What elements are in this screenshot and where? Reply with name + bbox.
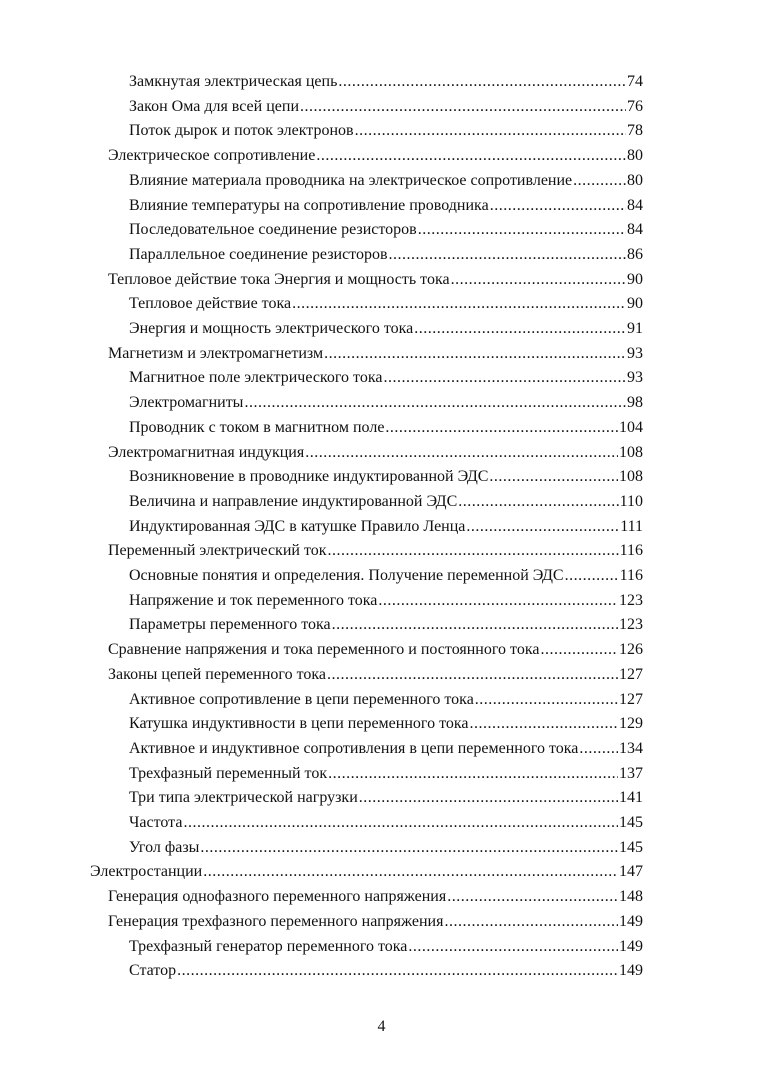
toc-entry-title: Законы цепей переменного тока (108, 665, 326, 683)
toc-entry-page-number: 141 (619, 789, 643, 807)
toc-entry-title: Генерация трехфазного переменного напряжения (108, 912, 444, 930)
toc-entry[interactable] (108, 342, 643, 367)
toc-entry-page-number: 98 (627, 394, 643, 412)
toc-dot-leader (359, 786, 618, 811)
toc-entry[interactable] (129, 935, 643, 960)
toc-dot-leader (332, 613, 618, 638)
toc-entry[interactable] (108, 663, 643, 688)
toc-entry[interactable] (129, 564, 643, 589)
toc-dot-leader (200, 836, 618, 861)
toc-entry-page-number: 108 (619, 468, 643, 486)
toc-dot-leader (316, 144, 626, 169)
toc-entry-title: Электромагнитная индукция (108, 443, 305, 461)
toc-entry[interactable] (129, 613, 643, 638)
toc-entry-page-number: 116 (619, 567, 643, 584)
toc-entry-page-number: 110 (619, 492, 643, 510)
toc-entry-title: Замкнутая электрическая цепь (129, 73, 338, 90)
toc-entry-title: Генерация однофазного переменного напряжения (108, 888, 447, 906)
toc-entry[interactable] (129, 836, 643, 861)
toc-entry-title: Параметры переменного тока (129, 616, 331, 634)
toc-entry-page-number: 127 (619, 690, 643, 708)
toc-entry-title: Параллельное соединение резисторов (129, 245, 388, 263)
toc-entry-page-number: 84 (627, 221, 643, 239)
toc-dot-leader (540, 638, 618, 663)
toc-entry-title: Тепловое действие тока (129, 295, 292, 313)
toc-dot-leader (383, 366, 626, 391)
toc-entry-title: Трехфазный переменный ток (129, 764, 328, 782)
toc-entry-page-number: 149 (619, 912, 643, 930)
toc-dot-leader (466, 515, 619, 540)
toc-entry-page-number: 127 (619, 665, 643, 683)
toc-entry[interactable] (129, 292, 643, 317)
toc-entry-page-number: 145 (619, 814, 643, 831)
toc-entry-title: Активное сопротивление в цепи переменного тока (129, 690, 474, 708)
toc-dot-leader (573, 169, 626, 194)
toc-entry-page-number: 149 (619, 962, 643, 980)
toc-entry-title: Катушка индуктивности в цепи переменного тока (129, 715, 469, 733)
toc-dot-leader (183, 811, 618, 836)
toc-entry-title: Электростанции (90, 863, 203, 881)
toc-entry-title: Переменный электрический ток (108, 542, 327, 560)
toc-entry-page-number: 147 (619, 863, 643, 881)
toc-entry[interactable] (108, 144, 643, 169)
toc-entry-page-number: 76 (627, 97, 643, 115)
toc-entry-page-number: 129 (619, 715, 643, 733)
toc-entry-page-number: 86 (627, 245, 643, 263)
toc-entry[interactable] (108, 539, 643, 564)
toc-entry-title: Активное и индуктивное сопротивления в цепи переменного тока (129, 739, 579, 757)
toc-dot-leader (328, 762, 618, 787)
toc-entry-title: Магнетизм и электромагнетизм (108, 344, 324, 362)
toc-entry-title: Три типа электрической нагрузки (129, 789, 358, 807)
toc-entry-title: Трехфазный генератор переменного тока (129, 937, 408, 955)
toc-dot-leader (328, 539, 619, 564)
toc-dot-leader (327, 663, 618, 688)
toc-dot-leader (378, 589, 618, 614)
toc-entry-page-number: 111 (620, 517, 643, 535)
toc-entry[interactable] (108, 885, 643, 910)
toc-entry[interactable] (108, 268, 643, 293)
toc-entry[interactable] (129, 119, 643, 144)
toc-dot-leader (203, 860, 618, 885)
toc-dot-leader (414, 317, 626, 342)
toc-entry-page-number: 148 (619, 888, 643, 906)
toc-entry-title: Магнитное поле электрического тока (129, 369, 383, 387)
toc-entry[interactable] (129, 737, 643, 762)
toc-dot-leader (565, 564, 619, 589)
toc-dot-leader (447, 885, 618, 910)
toc-entry-title: Сравнение напряжения и тока переменного и постоянного тока (108, 641, 540, 659)
toc-entry[interactable] (129, 95, 643, 120)
toc-dot-leader (292, 292, 626, 317)
toc-entry-title: Возникновение в проводнике индуктированной ЭДС (129, 468, 489, 486)
toc-dot-leader (469, 712, 618, 737)
toc-entry[interactable] (129, 811, 643, 836)
toc-entry[interactable] (129, 366, 643, 391)
toc-entry-page-number: 108 (619, 443, 643, 461)
toc-entry-title: Частота (129, 814, 183, 831)
toc-dot-leader (385, 416, 618, 441)
toc-entry-page-number: 93 (627, 369, 643, 387)
toc-entry-page-number: 91 (627, 320, 643, 337)
toc-entry-page-number: 116 (619, 542, 643, 560)
toc-entry[interactable] (129, 317, 643, 342)
toc-entry-title: Напряжение и ток переменного тока (129, 591, 378, 609)
toc-entry-page-number: 123 (619, 591, 643, 609)
toc-dot-leader (579, 737, 618, 762)
toc-entry[interactable] (129, 391, 643, 416)
toc-entry-title: Тепловое действие тока Энергия и мощность тока (108, 270, 450, 288)
toc-dot-leader (338, 70, 626, 95)
toc-entry-title: Индуктированная ЭДС в катушке Правило Ленца (129, 517, 466, 535)
toc-entry[interactable] (129, 786, 643, 811)
toc-entry-title: Электромагниты (129, 394, 244, 412)
toc-entry-page-number: 90 (627, 270, 643, 288)
toc-dot-leader (444, 910, 618, 935)
toc-entry-title: Последовательное соединение резисторов (129, 221, 417, 239)
toc-entry[interactable] (129, 490, 643, 515)
toc-entry-page-number: 123 (619, 616, 643, 634)
toc-entry-page-number: 104 (619, 418, 643, 436)
toc-dot-leader (300, 95, 626, 120)
toc-entry-title: Статор (129, 962, 177, 980)
toc-entry[interactable] (129, 712, 643, 737)
toc-entry-page-number: 149 (619, 937, 643, 955)
toc-dot-leader (458, 490, 618, 515)
toc-dot-leader (355, 119, 626, 144)
toc-entry[interactable] (108, 910, 643, 935)
toc-entry-page-number: 80 (627, 171, 643, 189)
toc-entry-page-number: 78 (627, 122, 643, 140)
toc-entry-title: Влияние температуры на сопротивление проводника (129, 196, 489, 214)
toc-dot-leader (418, 218, 626, 243)
toc-entry-page-number: 134 (619, 739, 643, 757)
toc-entry-title: Угол фазы (129, 838, 200, 856)
toc-dot-leader (490, 194, 626, 219)
toc-entry[interactable] (129, 959, 643, 984)
toc-entry[interactable] (129, 416, 643, 441)
toc-entry-page-number: 90 (627, 295, 643, 313)
toc-entry-title: Энергия и мощность электрического тока (129, 320, 414, 337)
toc-entry-title: Поток дырок и поток электронов (129, 122, 354, 140)
toc-entry-page-number: 93 (627, 344, 643, 362)
toc-entry[interactable] (129, 515, 643, 540)
page-number: 4 (377, 1018, 386, 1035)
toc-entry-page-number: 74 (627, 73, 643, 90)
toc-entry[interactable] (129, 688, 643, 713)
toc-entry-page-number: 126 (619, 641, 643, 659)
toc-entry[interactable] (129, 218, 643, 243)
toc-entry-title: Электрическое сопротивление (108, 147, 316, 165)
toc-dot-leader (408, 935, 618, 960)
toc-entry[interactable] (90, 860, 643, 885)
toc-entry[interactable] (108, 441, 643, 466)
toc-dot-leader (489, 465, 618, 490)
toc-dot-leader (475, 688, 618, 713)
toc-dot-leader (324, 342, 626, 367)
toc-dot-leader (177, 959, 618, 984)
toc-entry-page-number: 84 (627, 196, 643, 214)
toc-entry-title: Закон Ома для всей цепи (129, 97, 300, 115)
toc-entry[interactable] (108, 638, 643, 663)
toc-dot-leader (389, 243, 626, 268)
toc-entry[interactable] (129, 465, 643, 490)
toc-entry-title: Влияние материала проводника на электрическое сопротивление (129, 171, 573, 189)
toc-dot-leader (451, 268, 626, 293)
toc-entry[interactable] (129, 169, 643, 194)
toc-entry[interactable] (129, 194, 643, 219)
toc-entry-page-number: 80 (627, 147, 643, 165)
toc-dot-leader (244, 391, 626, 416)
toc-entry-title: Проводник с током в магнитном поле (129, 418, 385, 436)
toc-entry[interactable] (129, 70, 643, 95)
toc-entry-page-number: 145 (619, 838, 643, 856)
toc-entry[interactable] (129, 243, 643, 268)
toc-entry-page-number: 137 (619, 764, 643, 782)
toc-entry[interactable] (129, 589, 643, 614)
toc-dot-leader (305, 441, 618, 466)
toc-entry-title: Величина и направление индуктированной ЭДС (129, 492, 458, 510)
toc-entry-title: Основные понятия и определения. Получение переменной ЭДС (129, 567, 564, 584)
toc-entry[interactable] (129, 762, 643, 787)
